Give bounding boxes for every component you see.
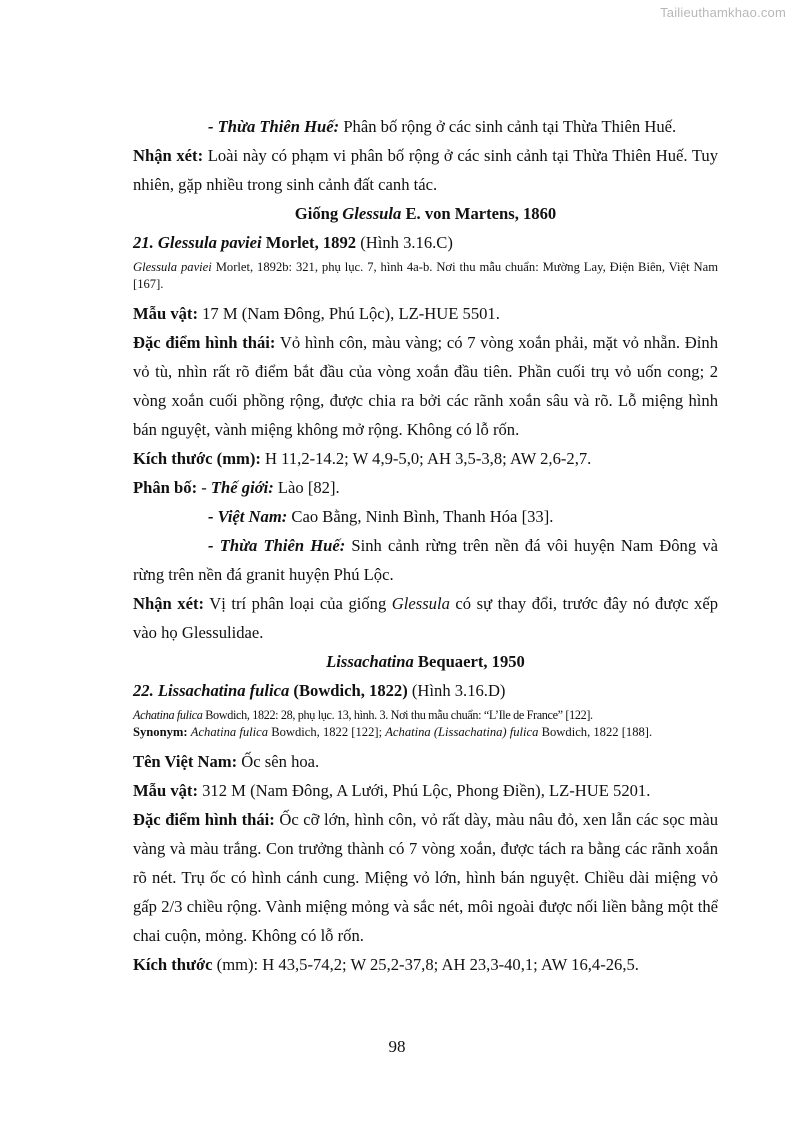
specimens-22 (133, 776, 718, 805)
synonymy-22 (133, 707, 718, 724)
distribution-21 (133, 473, 718, 502)
synonym-text-2: Bowdich, 1822 [188]. (538, 725, 653, 739)
morphology-21 (133, 328, 718, 444)
label: Phân bố: (133, 478, 198, 497)
text: 17 M (Nam Đông, Phú Lộc), LZ-HUE 5501. (197, 304, 500, 323)
label: Synonym: (133, 725, 188, 739)
morphology-22 (133, 805, 718, 950)
synonym-name: Achatina fulica (133, 708, 203, 722)
distribution-vietnam-21 (133, 502, 718, 531)
text: Phân bố rộng ở các sinh cảnh tại Thừa Thiên Huế. (339, 117, 677, 136)
text: (mm): H 43,5-74,2; W 25,2-37,8; AH 23,3-40,1; AW 16,4-26,5. (212, 955, 639, 974)
figure-ref: (Hình 3.16.C) (356, 233, 453, 252)
text: Loài này có phạm vi phân bố rộng ở các sinh cảnh tại Thừa Thiên Huế. Tuy nhiên, gặp nhiều trong sinh cảnh đất canh tác. (133, 146, 718, 194)
synonym-text: Morlet, 1892b: 321, phụ lục. 7, hình 4a-b. Nơi thu mẫu chuẩn: Mường Lay, Điện Biên, Việt Nam [167]. (133, 260, 719, 291)
specimens-21 (133, 299, 718, 328)
label: Kích thước (mm): (133, 449, 261, 468)
distribution-hue-21 (133, 531, 718, 589)
text: Ốc cỡ lớn, hình côn, vỏ rất dày, màu nâu đỏ, xen lẫn các sọc màu vàng và màu trắng. Con trưởng thành có 7 vòng xoắn, được tách ra bằng các rãnh xoắn rõ nét. Trụ ốc có hình cánh cung. Miệng vỏ lớn, hình bán nguyệt. Chiều dài miệng vỏ gấp 2/3 chiều rộng. Vành miệng mỏng và sắc nét, môi ngoài được nối liền bằng một thể chai cuộn, mỏng. Không có lỗ rốn. (133, 810, 719, 945)
species-name: 21. Glessula paviei (133, 233, 262, 252)
text: Vỏ hình côn, màu vàng; có 7 vòng xoắn phải, mặt vỏ nhẵn. Đỉnh vỏ tù, nhìn rất rõ điểm bắt đầu của vòng xoắn đầu tiên. Phần cuối trụ vỏ uốn cong; 2 vòng xoắn cuối phồng rộng, được chia ra bởi các rãnh xoắn sâu và rõ. Lỗ miệng hình bán nguyệt, vành miệng không mở rộng. Không có lỗ rốn. (133, 333, 718, 439)
text: H 11,2-14.2; W 4,9-5,0; AH 3,5-3,8; AW 2,6-2,7. (260, 449, 592, 468)
figure-ref: (Hình 3.16.D) (407, 681, 506, 700)
genus-heading-lissachatina (133, 647, 718, 676)
label: Đặc điểm hình thái: (133, 810, 275, 829)
synonym-name-2: Achatina (Lissachatina) fulica (385, 725, 539, 739)
distribution-hue-previous (133, 112, 718, 141)
label: Nhận xét: (133, 594, 204, 613)
label: Nhận xét: (133, 146, 204, 165)
genus-prefix: Giống (294, 204, 343, 223)
label: Kích thước (133, 955, 213, 974)
synonymy-21 (133, 259, 718, 293)
label: Mẫu vật: (133, 304, 198, 323)
page-number: 98 (388, 1037, 406, 1056)
page-body (133, 112, 718, 979)
remark-21 (133, 589, 718, 647)
species-name: 22. Lissachatina fulica (133, 681, 290, 700)
label: - Thừa Thiên Huế: (208, 117, 340, 136)
text-1: Vị trí phân loại của giống (204, 594, 392, 613)
watermark: Tailieuthamkhao.com (660, 5, 786, 20)
size-22 (133, 950, 718, 979)
species-author: (Bowdich, 1822) (289, 681, 408, 700)
text-2: có sự thay đổi, trước đây nó được xếp vào họ Glessulidae. (133, 594, 718, 642)
genus-name: Glessula (342, 204, 402, 223)
label: Tên Việt Nam: (133, 752, 238, 771)
synonym-name: Glessula paviei (133, 260, 212, 274)
remark-previous (133, 141, 718, 199)
text: 312 M (Nam Đông, A Lưới, Phú Lộc, Phong Điền), LZ-HUE 5201. (197, 781, 651, 800)
sub-label: Thế giới: (210, 478, 274, 497)
label: Đặc điểm hình thái: (133, 333, 276, 352)
label: - Việt Nam: (208, 507, 288, 526)
species-author: Morlet, 1892 (261, 233, 357, 252)
species-heading-21 (133, 228, 718, 257)
label: - Thừa Thiên Huế: (208, 536, 346, 555)
synonym-list-22 (133, 724, 718, 741)
text: Ốc sên hoa. (237, 752, 320, 771)
label: Mẫu vật: (133, 781, 198, 800)
genus-name: Glessula (391, 594, 450, 613)
species-heading-22 (133, 676, 718, 705)
dash: - (197, 478, 211, 497)
vietnamese-name-22 (133, 747, 718, 776)
genus-name: Lissachatina (326, 652, 414, 671)
genus-heading-glessula (133, 199, 718, 228)
synonym-text: Bowdich, 1822: 28, phụ lục. 13, hình. 3. Nơi thu mẫu chuẩn: “L’Ile de France” [122]. (202, 708, 593, 722)
text: Lào [82]. (273, 478, 340, 497)
synonym-name-1: Achatina fulica (190, 725, 269, 739)
size-21 (133, 444, 718, 473)
genus-author: E. von Martens, 1860 (401, 204, 557, 223)
genus-author: Bequaert, 1950 (413, 652, 525, 671)
synonym-text-1: Bowdich, 1822 [122]; (268, 725, 386, 739)
text: Sinh cảnh rừng trên nền đá vôi huyện Nam Đông và rừng trên nền đá granit huyện Phú Lộc. (133, 536, 718, 584)
text: Cao Bằng, Ninh Bình, Thanh Hóa [33]. (287, 507, 554, 526)
